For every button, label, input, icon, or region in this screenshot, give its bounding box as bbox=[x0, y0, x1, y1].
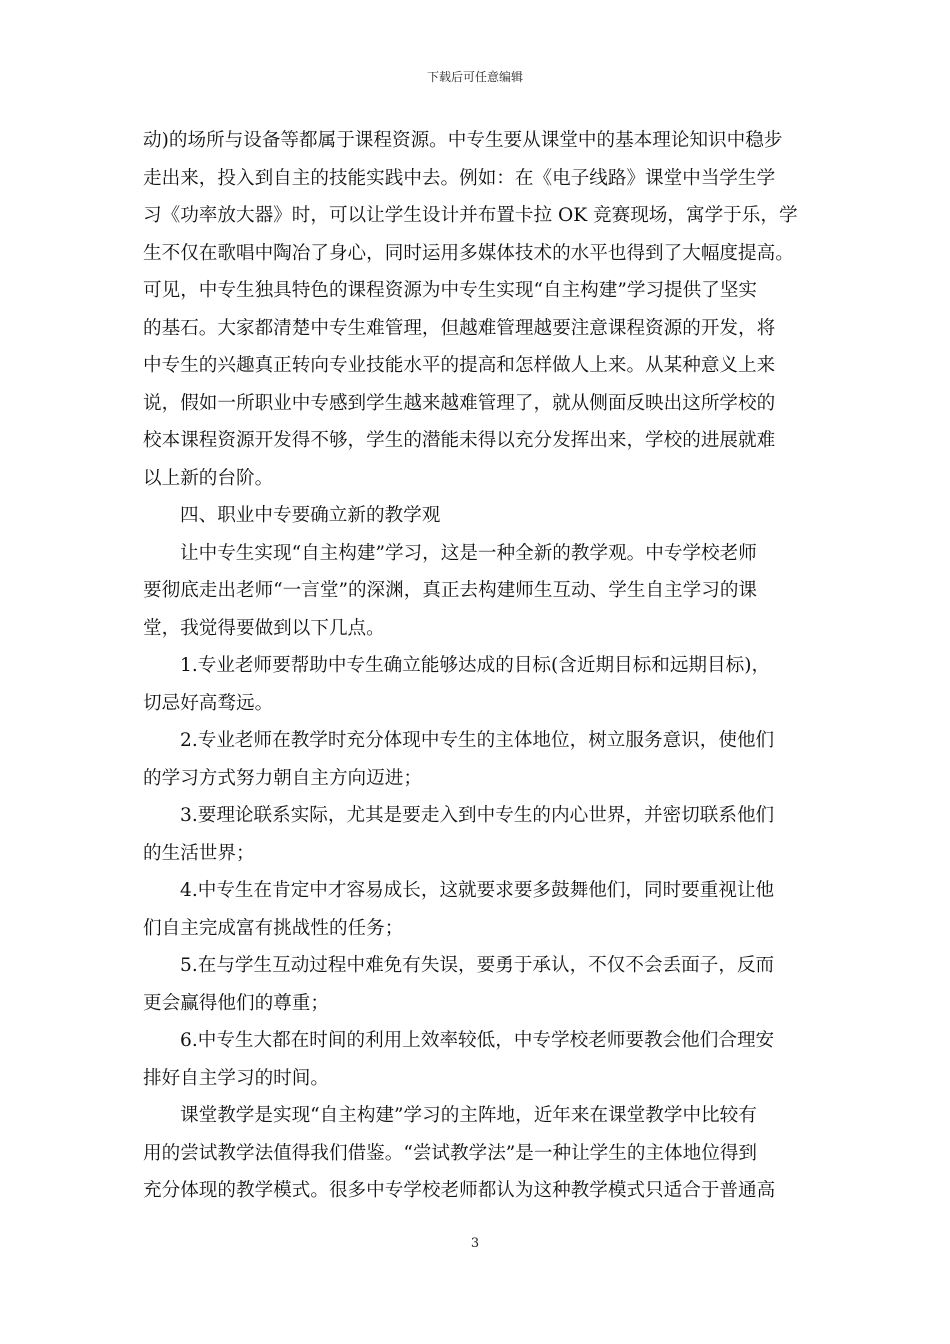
list-item-3: 3.要理论联系实际，尤其是要走入到中专生的内心世界，并密切联系他们 bbox=[180, 805, 775, 826]
text-line: 说，假如一所职业中专感到学生越来越难管理了，就从侧面反映出这所学校的 bbox=[143, 392, 776, 414]
list-item-2: 2.专业老师在教学时充分体现中专生的主体地位，树立服务意识，使他们 bbox=[180, 730, 775, 751]
text-line: 校本课程资源开发得不够，学生的潜能未得以充分发挥出来，学校的进展就难 bbox=[143, 430, 776, 451]
text-line: 让中专生实现“自主构建”学习，这是一种全新的教学观。中专学校老师 bbox=[180, 542, 757, 564]
page-number: 3 bbox=[470, 1236, 480, 1251]
text-line: 的基石。大家都清楚中专生难管理，但越难管理越要注意课程资源的开发，将 bbox=[143, 317, 776, 339]
text-line: 要彻底走出老师“一言堂”的深渊，真正去构建师生互动、学生自主学习的课 bbox=[143, 580, 758, 601]
text-line: 切忌好高骛远。 bbox=[143, 692, 274, 714]
list-item-1: 1.专业老师要帮助中专生确立能够达成的目标(含近期目标和远期目标)， bbox=[180, 655, 771, 676]
text-line: 动)的场所与设备等都属于课程资源。中专生要从课堂中的基本理论知识中稳步 bbox=[143, 130, 783, 151]
list-item-6: 6.中专生大都在时间的利用上效率较低，中专学校老师要教会他们合理安 bbox=[180, 1030, 775, 1051]
body-text bbox=[143, 122, 807, 1210]
text-line: 们自主完成富有挑战性的任务； bbox=[143, 917, 404, 939]
text-line: 充分体现的教学模式。很多中专学校老师都认为这种教学模式只适合于普通高 bbox=[143, 1180, 776, 1201]
section-heading: 四、职业中专要确立新的教学观 bbox=[180, 505, 441, 526]
text-line: 可见，中专生独具特色的课程资源为中专生实现“自主构建”学习提供了坚实 bbox=[143, 280, 758, 301]
text-line: 走出来，投入到自主的技能实践中去。例如：在《电子线路》课堂中当学生学 bbox=[143, 167, 776, 189]
text-line: 以上新的台阶。 bbox=[143, 467, 274, 489]
text-line: 中专生的兴趣真正转向专业技能水平的提高和怎样做人上来。从某种意义上来 bbox=[143, 355, 776, 376]
text-line: 的学习方式努力朝自主方向迈进； bbox=[143, 767, 422, 789]
text-line: 更会赢得他们的尊重； bbox=[143, 992, 329, 1014]
text-line: 排好自主学习的时间。 bbox=[143, 1067, 329, 1089]
text-line: 用的尝试教学法值得我们借鉴。“尝试教学法”是一种让学生的主体地位得到 bbox=[143, 1142, 758, 1164]
text-line: 课堂教学是实现“自主构建”学习的主阵地，近年来在课堂教学中比较有 bbox=[180, 1105, 757, 1126]
text-line: 的生活世界； bbox=[143, 842, 255, 864]
text-line: 堂，我觉得要做到以下几点。 bbox=[143, 617, 385, 639]
text-line: 习《功率放大器》时，可以让学生设计并布置卡拉 OK 竞赛现场，寓学于乐，学 bbox=[143, 205, 798, 226]
text-line: 生不仅在歌唱中陶冶了身心，同时运用多媒体技术的水平也得到了大幅度提高。 bbox=[143, 242, 794, 264]
page-header: 下载后可任意编辑 bbox=[426, 70, 523, 84]
list-item-5: 5.在与学生互动过程中难免有失误，要勇于承认，不仅不会丢面子，反而 bbox=[180, 955, 775, 976]
list-item-4: 4.中专生在肯定中才容易成长，这就要求要多鼓舞他们，同时要重视让他 bbox=[180, 880, 775, 901]
